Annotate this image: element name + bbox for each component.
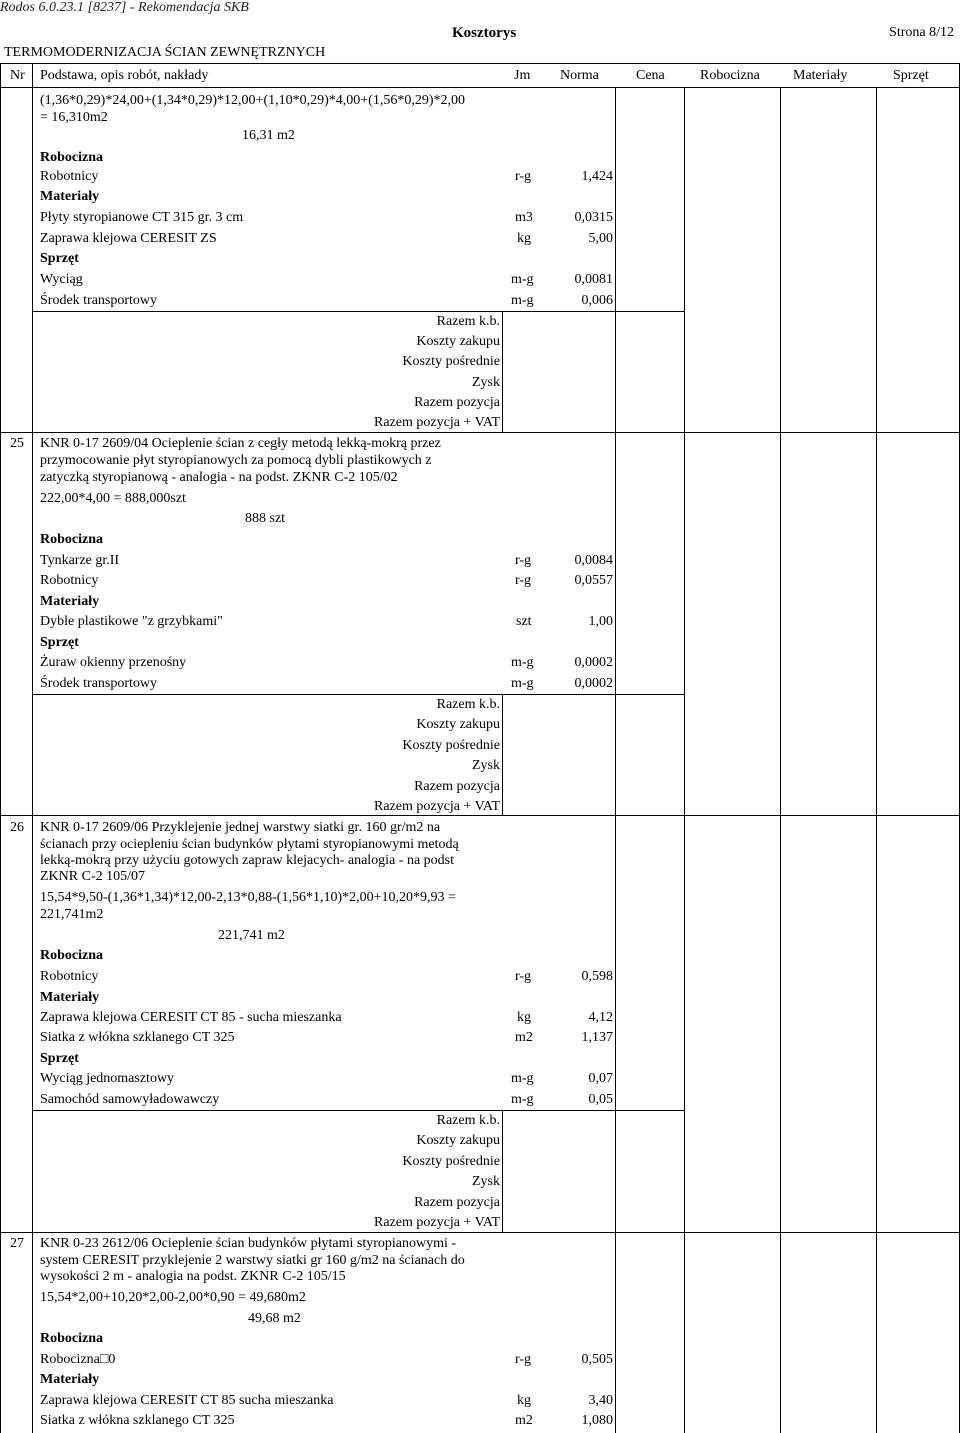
resource-name: Płyty styropianowe CT 315 gr. 3 cm	[40, 210, 244, 225]
resource-jm: r-g	[515, 1352, 532, 1367]
resource-name: Środek transportowy	[40, 293, 158, 308]
section-materialy: Materiały	[40, 594, 100, 609]
summary-koszty-zakupu: Koszty zakupu	[416, 1133, 500, 1148]
col-header-cena: Cena	[636, 68, 665, 83]
position-description: system CERESIT przyklejenie 2 warstwy siatki gr 160 g/m2 na ścianach do	[40, 1253, 465, 1268]
section-robocizna: Robocizna	[40, 532, 103, 547]
resource-norma: 0,0557	[574, 573, 613, 588]
resource-jm: szt	[516, 614, 532, 629]
cena-col-line	[615, 815, 616, 1232]
summary-top-border	[32, 1110, 684, 1111]
position-number: 25	[10, 436, 24, 451]
resource-name: Siatka z włókna szklanego CT 325	[40, 1413, 235, 1428]
formula-line: 221,741m2	[40, 907, 104, 922]
resource-norma: 0,505	[581, 1352, 613, 1367]
resource-jm: r-g	[515, 169, 532, 184]
resource-norma: 0,598	[581, 969, 613, 984]
cena-col-line	[615, 1232, 616, 1433]
resource-norma: 0,05	[588, 1092, 613, 1107]
summary-razem-kb: Razem k.b.	[436, 314, 500, 329]
cena-col-line	[615, 87, 616, 432]
resource-jm: r-g	[515, 573, 532, 588]
resource-name: Samochód samowyładowawczy	[40, 1092, 220, 1107]
formula-line: (1,36*0,29)*24,00+(1,34*0,29)*12,00+(1,10*0,29)*4,00+(1,56*0,29)*2,00	[40, 93, 465, 108]
formula-line: 15,54*9,50-(1,36*1,34)*12,00-2,13*0,88-(1,56*1,10)*2,00+10,20*9,93 =	[40, 890, 456, 905]
resource-name: Środek transportowy	[40, 676, 158, 691]
section-sprzet: Sprzęt	[40, 251, 79, 266]
summary-right-line	[502, 1110, 503, 1232]
row-separator	[0, 1232, 960, 1233]
resource-jm: m-g	[511, 1071, 534, 1086]
resource-name: Wyciąg	[40, 272, 83, 287]
table-top-border	[0, 63, 960, 64]
col-header-materialy: Materiały	[793, 68, 848, 83]
position-description: KNR 0-23 2612/06 Ocieplenie ścian budynków płytami styropianowymi -	[40, 1236, 457, 1251]
resource-name: Wyciąg jednomasztowy	[40, 1071, 175, 1086]
section-sprzet: Sprzęt	[40, 635, 79, 650]
resource-jm: kg	[517, 1393, 531, 1408]
resource-norma: 5,00	[588, 231, 613, 246]
resource-name: Zaprawa klejowa CERESIT CT 85 sucha mieszanka	[40, 1393, 334, 1408]
resource-jm: kg	[517, 231, 531, 246]
quantity: 16,31 m2	[242, 128, 295, 143]
formula-line: 15,54*2,00+10,20*2,00-2,00*0,90 = 49,680m2	[40, 1290, 306, 1305]
summary-right-line	[502, 311, 503, 432]
resource-norma: 0,0315	[574, 210, 613, 225]
quantity: 221,741 m2	[218, 928, 285, 943]
position-description: wysokości 2 m - analogia na podst. ZKNR C-2 105/15	[40, 1269, 346, 1284]
resource-name: Tynkarze gr.II	[40, 553, 120, 568]
col-sep-nr	[32, 63, 33, 1433]
resource-name: Zaprawa klejowa CERESIT ZS	[40, 231, 217, 246]
resource-jm: m-g	[511, 1092, 534, 1107]
summary-top-border	[32, 311, 684, 312]
row-separator	[0, 432, 960, 433]
table-left-border	[0, 63, 1, 1433]
resource-norma: 4,12	[588, 1010, 613, 1025]
summary-koszty-posrednie: Koszty pośrednie	[402, 738, 500, 753]
formula-line: = 16,310m2	[40, 110, 108, 125]
col-header-sprzet: Sprzęt	[893, 68, 929, 83]
resource-name: Żuraw okienny przenośny	[40, 655, 187, 670]
document-subtitle: TERMOMODERNIZACJA ŚCIAN ZEWNĘTRZNYCH	[4, 45, 326, 60]
summary-koszty-zakupu: Koszty zakupu	[416, 717, 500, 732]
resource-name: Zaprawa klejowa CERESIT CT 85 - sucha mieszanka	[40, 1010, 342, 1025]
resource-jm: r-g	[515, 969, 532, 984]
resource-name: Robotnicy	[40, 169, 99, 184]
cena-col-line	[615, 432, 616, 815]
col-header-robocizna: Robocizna	[700, 68, 760, 83]
position-description: lekką-mokrą przy użyciu gotowych zapraw klejacych- analogia - na podst	[40, 853, 454, 868]
resource-jm: m3	[515, 210, 533, 225]
document-title: Kosztorys	[452, 25, 517, 41]
resource-name: Robotnicy	[40, 969, 99, 984]
resource-name: Siatka z włókna szklanego CT 325	[40, 1030, 235, 1045]
resource-jm: m-g	[511, 676, 534, 691]
resource-norma: 1,080	[581, 1413, 613, 1428]
resource-jm: m2	[515, 1030, 533, 1045]
summary-right-line	[502, 694, 503, 815]
section-robocizna: Robocizna	[40, 1331, 103, 1346]
position-description: przymocowanie płyt styropianowych za pomocą dybli plastikowych z	[40, 453, 432, 468]
page-number: Strona 8/12	[889, 25, 954, 40]
summary-koszty-posrednie: Koszty pośrednie	[402, 354, 500, 369]
summary-razem-pozycja: Razem pozycja	[414, 1195, 500, 1210]
resource-jm: m-g	[511, 293, 534, 308]
position-description: zatyczką styropianową - analogia - na podst. ZKNR C-2 105/02	[40, 470, 398, 485]
position-description: ścianach przy ociepleniu ścian budynków płytami styropianowymi metodą	[40, 837, 459, 852]
resource-jm: r-g	[515, 553, 532, 568]
summary-koszty-zakupu: Koszty zakupu	[416, 334, 500, 349]
col-header-nr: Nr	[10, 68, 25, 83]
resource-jm: m-g	[511, 272, 534, 287]
resource-norma: 0,0081	[574, 272, 613, 287]
section-materialy: Materiały	[40, 990, 100, 1005]
summary-razem-kb: Razem k.b.	[436, 1113, 500, 1128]
resource-norma: 0,0002	[574, 655, 613, 670]
summary-top-border	[32, 694, 684, 695]
resource-norma: 0,0002	[574, 676, 613, 691]
col-header-jm: Jm	[514, 68, 531, 83]
summary-zysk: Zysk	[472, 1174, 500, 1189]
summary-razem-kb: Razem k.b.	[436, 697, 500, 712]
resource-norma: 0,006	[581, 293, 613, 308]
resource-norma: 0,07	[588, 1071, 613, 1086]
position-number: 26	[10, 820, 24, 835]
quantity: 888 szt	[245, 511, 286, 526]
summary-razem-vat: Razem pozycja + VAT	[374, 415, 500, 430]
summary-razem-vat: Razem pozycja + VAT	[374, 1215, 500, 1230]
resource-norma: 1,424	[581, 169, 613, 184]
position-description: ZKNR C-2 105/07	[40, 869, 145, 884]
resource-name: Robocizna□0	[40, 1352, 116, 1367]
summary-razem-vat: Razem pozycja + VAT	[374, 799, 500, 814]
resource-norma: 3,40	[588, 1393, 613, 1408]
resource-norma: 1,137	[581, 1030, 613, 1045]
resource-norma: 0,0084	[574, 553, 613, 568]
app-version-header: Rodos 6.0.23.1 [8237] - Rekomendacja SKB	[0, 0, 249, 15]
header-bottom-border	[0, 87, 960, 88]
position-description: KNR 0-17 2609/06 Przyklejenie jednej warstwy siatki gr. 160 gr/m2 na	[40, 820, 441, 835]
col-header-norma: Norma	[560, 68, 599, 83]
position-description: KNR 0-17 2609/04 Ocieplenie ścian z cegły metodą lekką-mokrą przez	[40, 436, 441, 451]
resource-norma: 1,00	[588, 614, 613, 629]
row-separator	[0, 815, 960, 816]
section-robocizna: Robocizna	[40, 948, 103, 963]
section-materialy: Materiały	[40, 1372, 100, 1387]
summary-zysk: Zysk	[472, 758, 500, 773]
resource-name: Dyble plastikowe "z grzybkami"	[40, 614, 223, 629]
quantity: 49,68 m2	[248, 1311, 301, 1326]
summary-razem-pozycja: Razem pozycja	[414, 779, 500, 794]
resource-jm: m2	[515, 1413, 533, 1428]
resource-jm: m-g	[511, 655, 534, 670]
position-number: 27	[10, 1236, 24, 1251]
resource-name: Robotnicy	[40, 573, 99, 588]
section-robocizna: Robocizna	[40, 150, 103, 165]
summary-razem-pozycja: Razem pozycja	[414, 395, 500, 410]
resource-jm: kg	[517, 1010, 531, 1025]
formula-line: 222,00*4,00 = 888,000szt	[40, 491, 186, 506]
col-header-opis: Podstawa, opis robót, nakłady	[40, 68, 209, 83]
summary-koszty-posrednie: Koszty pośrednie	[402, 1154, 500, 1169]
section-sprzet: Sprzęt	[40, 1051, 79, 1066]
summary-zysk: Zysk	[472, 375, 500, 390]
section-materialy: Materiały	[40, 189, 100, 204]
